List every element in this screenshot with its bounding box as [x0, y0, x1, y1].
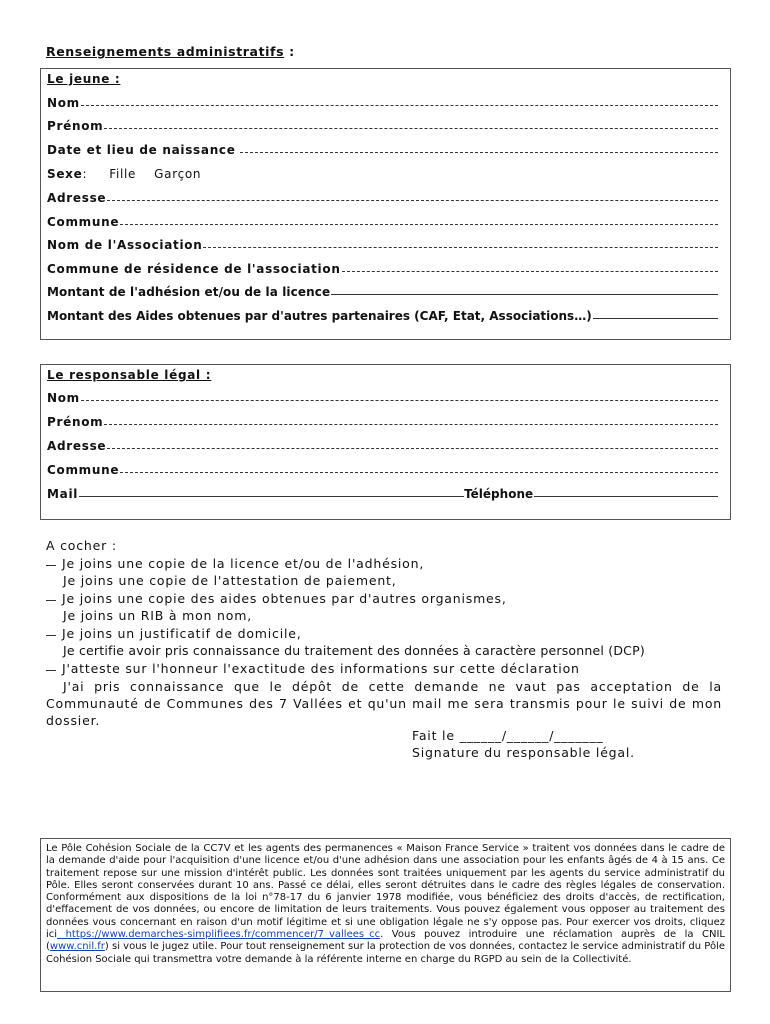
jeune-nom-label: Nom — [47, 96, 80, 110]
jeune-association-label: Nom de l'Association — [47, 238, 203, 252]
notice-text-2: . Vous pouvez introduire une réclamation auprès de la CNIL ( — [46, 929, 726, 953]
acknowledgement-paragraph: J'ai pris connaissance que le dépôt de cette demande ne vaut pas acceptation de la Communauté de Communes des 7 Vallées et qu'un mail me sera transmis pour le suivi de mon dossier. — [46, 679, 722, 728]
responsable-nom-field[interactable] — [47, 391, 718, 405]
jeune-montant-aides-label: Montant des Aides obtenues par d'autres partenaires (CAF, Etat, Associations…) — [47, 309, 592, 323]
jeune-nom-line[interactable] — [81, 105, 718, 106]
jeune-montant-adhesion-field[interactable] — [47, 285, 718, 299]
jeune-adresse-line[interactable] — [107, 200, 718, 201]
jeune-montant-aides-line[interactable] — [593, 318, 718, 319]
notice-text-3: ) si vous le jugez utile. Pour tout renseignement sur la protection de vos données, contactez le service administratif du Pôle Cohésion Sociale qui transmettra votre demande à la référente interne en charge du RGPD au sein de la Collectivité. — [46, 941, 725, 965]
jeune-commune-field[interactable] — [47, 215, 718, 229]
section-title — [46, 44, 295, 59]
checklist-item-label: Je joins une copie des aides obtenues par d'autres organismes, — [62, 591, 507, 606]
jeune-sexe-field — [47, 167, 718, 181]
demarches-link[interactable]: https://www.demarches-simplifiees.fr/commencer/7_vallees_cc — [57, 929, 381, 941]
checklist-item-label: Je joins une copie de l'attestation de paiement, — [63, 573, 397, 588]
jeune-title: Le jeune : — [47, 72, 121, 86]
responsable-nom-label: Nom — [47, 391, 80, 405]
notice-text-1: Le Pôle Cohésion Sociale de la CC7V et les agents des permanences « Maison France Service » traitent vos données dans le cadre de la demande d'aide pour l'acquisition d'une licence et/ou d'une adhésion dans une association pour les enfants âgés de 4 à 15 ans. Ce traitement repose sur une mission d'intérêt public. Les données sont traitées uniquement par les agents du service administratif du Pôle. Elles seront conservées durant 10 ans. Passé ce délai, elles seront détruites dans le cadre des règles légales de conservation. Conformément aux dispositions de la loi n°78-17 du 6 janvier 1978 modifiée, vous bénéficiez des droits d'accès, de rectification, d'effacement de vos données, ou encore de limitation de leurs traitements. Vous pouvez également vous opposer au traitement des données vous concernant en raison d'un motif légitime et si une obligation légale ne s'y oppose pas. Pour exercer vos droits, cliquez ici — [46, 843, 725, 941]
responsable-mail-line[interactable] — [79, 496, 464, 497]
responsable-adresse-line[interactable] — [107, 448, 718, 449]
checklist-item-domicile[interactable] — [46, 626, 302, 641]
responsable-nom-line[interactable] — [81, 400, 718, 401]
jeune-prenom-field[interactable] — [47, 119, 718, 133]
jeune-adresse-field[interactable] — [47, 191, 718, 205]
jeune-commune-asso-line[interactable] — [342, 271, 718, 272]
jeune-nom-field[interactable] — [47, 96, 718, 110]
jeune-montant-aides-field[interactable] — [47, 309, 718, 323]
jeune-prenom-line[interactable] — [104, 128, 718, 129]
responsable-title-row — [47, 368, 718, 382]
checklist-item-label: Je joins une copie de la licence et/ou de l'adhésion, — [62, 556, 425, 571]
jeune-adresse-label: Adresse — [47, 191, 107, 205]
jeune-commune-line[interactable] — [120, 224, 718, 225]
responsable-commune-label: Commune — [47, 463, 120, 477]
jeune-commune-asso-field[interactable] — [47, 262, 718, 276]
jeune-naissance-line[interactable] — [240, 152, 718, 153]
jeune-sexe-label: Sexe — [47, 167, 83, 181]
responsable-prenom-field[interactable] — [47, 415, 718, 429]
jeune-sexe-sep: : — [82, 167, 88, 181]
jeune-naissance-label: Date et lieu de naissance — [47, 143, 236, 157]
section-title-suffix: : — [284, 44, 295, 59]
jeune-prenom-label: Prénom — [47, 119, 104, 133]
rgpd-notice — [40, 838, 731, 992]
checklist-item-aides[interactable] — [46, 591, 507, 606]
responsable-prenom-line[interactable] — [104, 424, 718, 425]
checkbox-line[interactable] — [46, 635, 56, 636]
checklist-item-licence[interactable] — [46, 556, 424, 571]
responsable-title: Le responsable légal : — [47, 368, 212, 382]
checkbox-line[interactable] — [46, 670, 56, 671]
responsable-commune-field[interactable] — [47, 463, 718, 477]
checklist-header: A cocher : — [46, 538, 117, 553]
checklist-item-label: J'atteste sur l'honneur l'exactitude des informations sur cette déclaration — [62, 661, 580, 676]
responsable-mail-tel-field — [47, 487, 718, 501]
checklist-item-label: Je joins un RIB à mon nom, — [63, 608, 252, 623]
jeune-association-line[interactable] — [203, 247, 718, 248]
checklist-item-rib[interactable] — [63, 608, 252, 623]
checklist-item-label: Je certifie avoir pris connaissance du traitement des données à caractère personnel (DCP) — [63, 643, 645, 658]
checkbox-line[interactable] — [46, 600, 56, 601]
responsable-adresse-field[interactable] — [47, 439, 718, 453]
jeune-commune-label: Commune — [47, 215, 120, 229]
rgpd-notice-text — [46, 843, 725, 966]
responsable-telephone-line[interactable] — [534, 496, 718, 497]
checklist-item-dcp[interactable] — [63, 643, 645, 658]
jeune-naissance-field[interactable] — [47, 143, 718, 157]
responsable-commune-line[interactable] — [120, 472, 718, 473]
responsable-section — [40, 364, 731, 520]
jeune-montant-adhesion-label: Montant de l'adhésion et/ou de la licence — [47, 285, 331, 299]
checklist-item-attestation[interactable] — [63, 573, 397, 588]
sexe-fille-option[interactable]: Fille — [109, 167, 137, 181]
checklist-item-label: Je joins un justificatif de domicile, — [62, 626, 302, 641]
fait-le-date[interactable]: Fait le ______/______/_______ — [412, 728, 604, 743]
responsable-telephone-label: Téléphone — [464, 487, 534, 501]
responsable-mail-label: Mail — [47, 487, 79, 501]
signature-label: Signature du responsable légal. — [412, 745, 635, 760]
responsable-adresse-label: Adresse — [47, 439, 107, 453]
jeune-montant-adhesion-line[interactable] — [331, 294, 718, 295]
jeune-association-field[interactable] — [47, 238, 718, 252]
checkbox-line[interactable] — [46, 565, 56, 566]
checklist-item-attestation-honneur[interactable] — [46, 661, 580, 676]
jeune-section — [40, 68, 731, 340]
cnil-link[interactable]: www.cnil.fr — [49, 941, 105, 953]
jeune-title-row — [47, 72, 718, 86]
sexe-garcon-option[interactable]: Garçon — [154, 167, 202, 181]
jeune-commune-asso-label: Commune de résidence de l'association — [47, 262, 341, 276]
section-title-text: Renseignements administratifs — [46, 44, 285, 59]
responsable-prenom-label: Prénom — [47, 415, 104, 429]
